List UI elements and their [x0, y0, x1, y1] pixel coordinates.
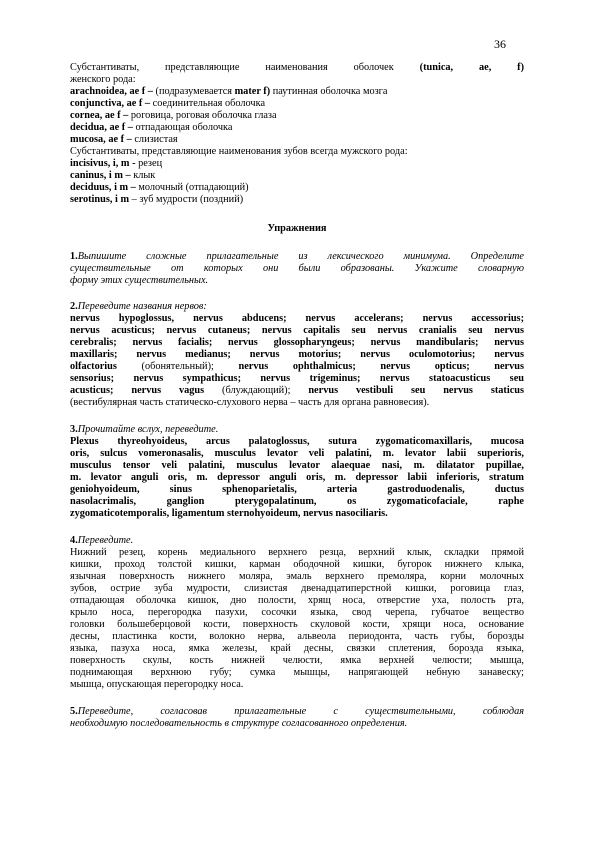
exercise-4-line: мышца, опускающая перегородку носа.: [70, 679, 244, 690]
exercise-3-line: oris, sulcus vomeronasalis, musculus levator veli palatini, m. levator labii superioris,: [70, 448, 524, 459]
section-heading: Упражнения: [267, 223, 327, 234]
page-number: 36: [494, 37, 506, 51]
tooth-item: deciduus, i m – молочный (отпадающий): [70, 182, 249, 193]
tooth-item: serotinus, i m – зуб мудрости (поздний): [70, 194, 244, 205]
exercise-3-title: 3.Прочитайте вслух, переведите.: [70, 424, 219, 435]
exercise-5-line: 5.Переведите, согласовав прилагательные с существительными, соблюдая: [70, 706, 524, 717]
exercise-2-title: 2.Переведите названия нервов:: [70, 301, 207, 312]
shell-item: mucosa, ae f – слизистая: [70, 134, 178, 145]
exercise-4-line: крыло носа, перегородка пазухи, сосочки языка, свод черепа, губчатое вещество: [70, 607, 524, 618]
shell-item: cornea, ae f – роговица, роговая оболочка глаза: [70, 110, 277, 121]
exercise-2-line: (вестибулярная часть статическо-слухового нерва – часть для органа равновесия).: [70, 397, 430, 408]
exercise-2-line: nervus acusticus; nervus cutaneus; nervus capitalis seu nervus cranialis seu nervus: [70, 325, 524, 336]
exercise-2-line: cerebralis; nervus facialis; nervus glossopharyngeus; nervus mandibularis; nervus: [70, 337, 524, 348]
exercise-2-line: olfactorius (обонятельный); nervus ophthalmicus; nervus opticus; nervus: [70, 361, 524, 372]
exercise-4-line: головки большеберцовой кости, поверхность скуловой кости, хрящи носа, основание: [70, 619, 524, 630]
exercise-4-line: поверхность скулы, кость нижней челюсти, ямка верхней челюсти; мышца,: [70, 655, 524, 666]
exercise-4-line: отпадающая оболочка кишок, дно полости, хрящ носа, отверстие уха, полость рта,: [70, 595, 524, 606]
exercise-1-line: существительные от которых они были образованы. Укажите словарную: [70, 263, 524, 274]
intro-tunica-cont: женского рода:: [70, 74, 136, 85]
exercise-4-line: язычная поверхность нижнего моляра, эмаль верхнего премоляра, корни молочных: [70, 571, 524, 582]
exercise-2-line: acusticus; nervus vagus (блуждающий); nervus vestibuli seu nervus staticus: [70, 385, 524, 396]
shell-item: decidua, ae f – отпадающая оболочка: [70, 122, 233, 133]
exercise-1-line: 1.Выпишите сложные прилагательные из лексического минимума. Определите: [70, 251, 524, 262]
exercise-4-line: кишки, проход толстой кишки, карман ободочной кишки, бугорок нижнего клыка,: [70, 559, 524, 570]
exercise-1-line: форму этих существительных.: [70, 275, 209, 286]
tooth-item: incisivus, i, m - резец: [70, 158, 163, 169]
exercise-4-line: поднимающая верхнюю губу; сумка мышцы, напрягающей небную занавеску;: [70, 667, 524, 678]
exercise-2-line: sensorius; nervus sympathicus; nervus trigeminus; nervus statoacusticus seu: [70, 373, 524, 384]
exercise-3-line: Plexus thyreohyoideus, arcus palatoglossus, sutura zygomaticomaxillaris, mucosa: [70, 436, 524, 447]
exercise-3-line: geniohyoideum, sinus sphenoparietalis, arteria gastroduodenalis, ductus: [70, 484, 524, 495]
exercise-2-line: nervus hypoglossus, nervus abducens; nervus accelerans; nervus accessorius;: [70, 313, 524, 324]
exercise-3-line: musculus tensor veli palatini, musculus levator alaequae nasi, m. dilatator pupillae,: [70, 460, 524, 471]
intro-tunica: Субстантиваты, представляющие наименования оболочек (tunica, ae, f): [70, 62, 525, 73]
exercise-3-line: nasolacrimalis, ganglion pterygopalatinum, os zygomaticofaciale, raphe: [70, 496, 524, 507]
exercise-5-line: необходимую последовательность в структуре согласованного определения.: [70, 718, 408, 729]
document-body: [70, 62, 524, 730]
exercise-4-line: десны, пластинка кости, волокно нерва, альвеола периодонта, часть губы, борозды: [70, 631, 524, 642]
exercise-3-line: zygomaticotemporalis, ligamentum sternohyoideum, nervus nasociliaris.: [70, 508, 388, 519]
tooth-item: caninus, i m – клык: [70, 170, 156, 181]
exercise-4-line: зубов, острие зуба мудрости, слизистая двенадцатиперстной кишки, роговица глаз,: [70, 583, 524, 594]
intro-teeth: Субстантиваты, представляющие наименования зубов всегда мужского рода:: [70, 146, 408, 157]
exercise-3-line: m. levator anguli oris, m. depressor anguli oris, m. depressor labii inferioris, stratum: [70, 472, 524, 483]
exercise-4-line: Нижний резец, корень медиального верхнего резца, верхний клык, складки прямой: [70, 547, 524, 558]
shell-item: conjunctiva, ae f – соединительная оболочка: [70, 98, 266, 109]
exercise-4-line: языка, пазуха носа, ямка железы, край десны, связки сплетения, борозда языка,: [70, 643, 524, 654]
shell-item: arachnoidea, ae f – (подразумевается mater f) паутинная оболочка мозга: [70, 86, 388, 97]
exercise-2-line: maxillaris; nervus medianus; nervus motorius; nervus oculomotorius; nervus: [70, 349, 524, 360]
exercise-4-title: 4.Переведите.: [70, 535, 134, 546]
